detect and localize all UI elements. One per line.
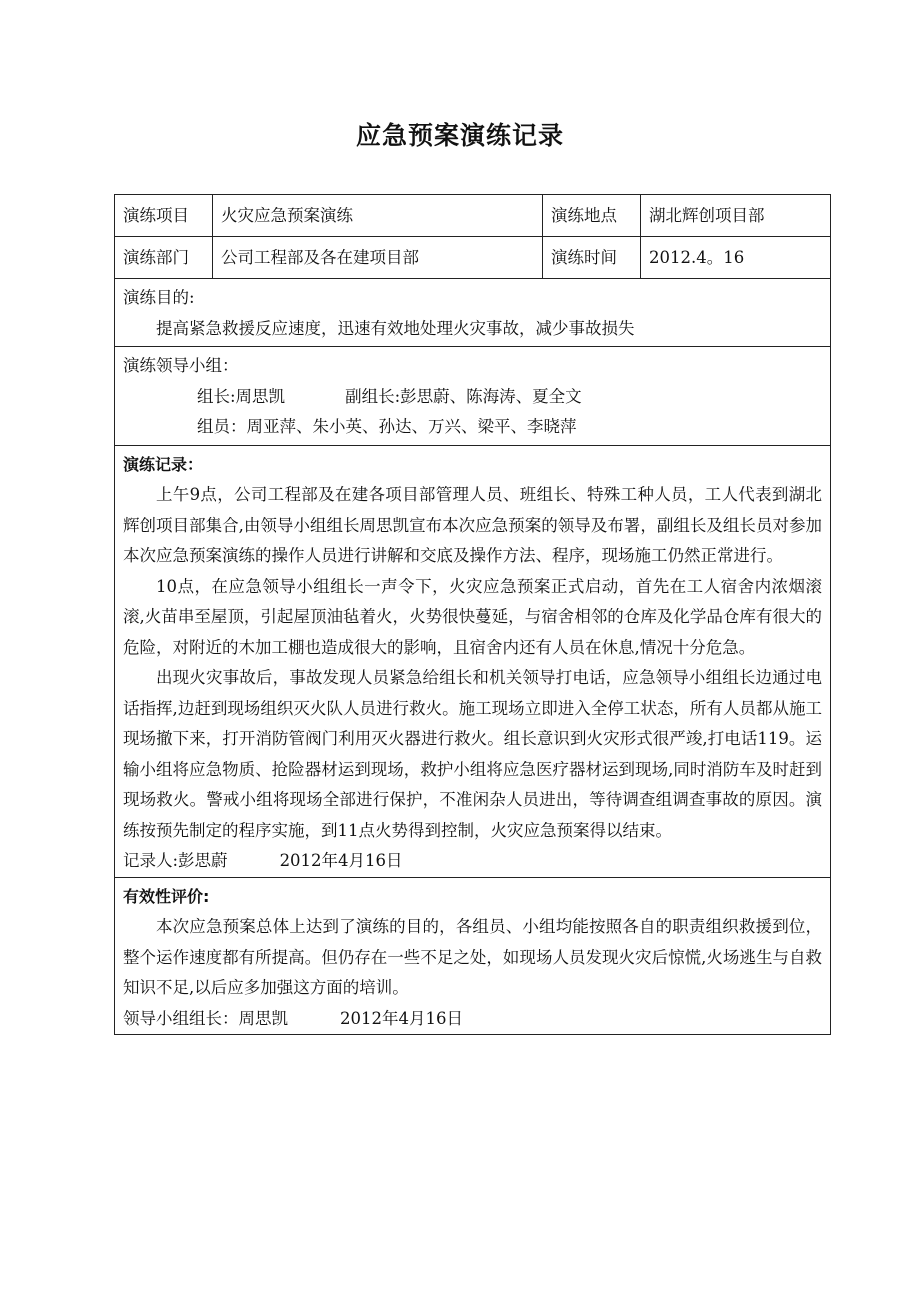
location-value-cell [641, 195, 831, 237]
group-leader: 组长:周思凯 [197, 386, 286, 406]
leadership-cell [115, 347, 831, 446]
drill-paragraph-1: 上午9点，公司工程部及在建各项目部管理人员、班组长、特殊工种人员，工人代表到湖北辉创项目部集合,由领导小组组长周思凯宣布本次应急预案的领导及布署，副组长及组长员对参加本次应急预案演练的操作人员进行讲解和交底及操作方法、程序，现场施工仍然正常进行。 [123, 485, 822, 565]
purpose-label: 演练目的: [123, 288, 195, 307]
leadership-label: 演练领导小组： [123, 356, 239, 375]
recorder-sign-line [123, 846, 822, 877]
info-row-dept [115, 237, 831, 279]
evaluation-label: 有效性评价: [123, 886, 210, 906]
evaluation-cell [115, 877, 831, 1035]
drill-record-label: 演练记录： [123, 454, 204, 474]
location-label: 演练地点 [551, 206, 617, 225]
drill-paragraph-3: 出现火灾事故后，事故发现人员紧急给组长和机关领导打电话，应急领导小组组长边通过电话指挥,边赶到现场组织灭火队人员进行救火。施工现场立即进入全停工状态，所有人员都从施工现场撤下来，打开消防管阀门利用灭火器进行救火。组长意识到火灾形式很严竣,打电话119。运输小组将应急物质、抢险器材运到现场，救护小组将应急医疗器材运到现场,同时消防车及时赶到现场救火。警戒小组将现场全部进行保护，不准闲杂人员进出，等待调查组调查事故的原因。演练按预先制定的程序实施，到11点火势得到控制，火灾应急预案得以结束。 [123, 668, 822, 840]
dept-label-cell [115, 237, 213, 279]
drill-record-row [115, 445, 831, 877]
dept-label: 演练部门 [123, 248, 189, 267]
evaluation-signer: 领导小组组长：周思凯 [123, 1008, 288, 1028]
project-value: 火灾应急预案演练 [221, 206, 353, 225]
evaluation-row [115, 877, 831, 1035]
drill-record-table [114, 194, 831, 1035]
time-label-cell [543, 237, 641, 279]
group-members: 组员：周亚萍、朱小英、孙达、万兴、梁平、李晓萍 [197, 417, 577, 436]
info-row-project [115, 195, 831, 237]
drill-record-cell [115, 445, 831, 877]
location-label-cell [543, 195, 641, 237]
evaluation-sign-line [123, 1004, 822, 1035]
leadership-row [115, 347, 831, 446]
project-value-cell [213, 195, 543, 237]
location-value: 湖北辉创项目部 [649, 206, 765, 225]
dept-value: 公司工程部及各在建项目部 [221, 248, 419, 267]
leader-line [123, 382, 822, 413]
time-value-cell [641, 237, 831, 279]
time-value: 2012.4。16 [649, 248, 745, 267]
evaluation-text: 本次应急预案总体上达到了演练的目的，各组员、小组均能按照各自的职责组织救援到位，整个运作速度都有所提高。但仍存在一些不足之处，如现场人员发现火灾后惊慌,火场逃生与自救知识不足,以后应多加强这方面的培训。 [123, 917, 822, 997]
dept-value-cell [213, 237, 543, 279]
deputy-leaders: 副组长:彭思蔚、陈海涛、夏全文 [345, 386, 582, 406]
page-title: 应急预案演练记录 [355, 121, 564, 150]
time-label: 演练时间 [551, 248, 617, 267]
project-label-cell [115, 195, 213, 237]
project-label: 演练项目 [123, 206, 189, 225]
record-date: 2012年4月16日 [279, 851, 403, 870]
purpose-cell [115, 279, 831, 347]
recorder: 记录人:彭思蔚 [123, 851, 228, 870]
purpose-row [115, 279, 831, 347]
evaluation-date: 2012年4月16日 [340, 1008, 463, 1028]
drill-paragraph-2: 10点，在应急领导小组组长一声令下，火灾应急预案正式启动，首先在工人宿舍内浓烟滚滚,火苗串至屋顶，引起屋顶油毡着火，火势很快蔓延，与宿舍相邻的仓库及化学品仓库有很大的危险，对附近的木加工棚也造成很大的影响，且宿舍内还有人员在休息,情况十分危急。 [123, 576, 822, 657]
purpose-text: 提高紧急救援反应速度，迅速有效地处理火灾事故，减少事故损失 [156, 318, 635, 338]
